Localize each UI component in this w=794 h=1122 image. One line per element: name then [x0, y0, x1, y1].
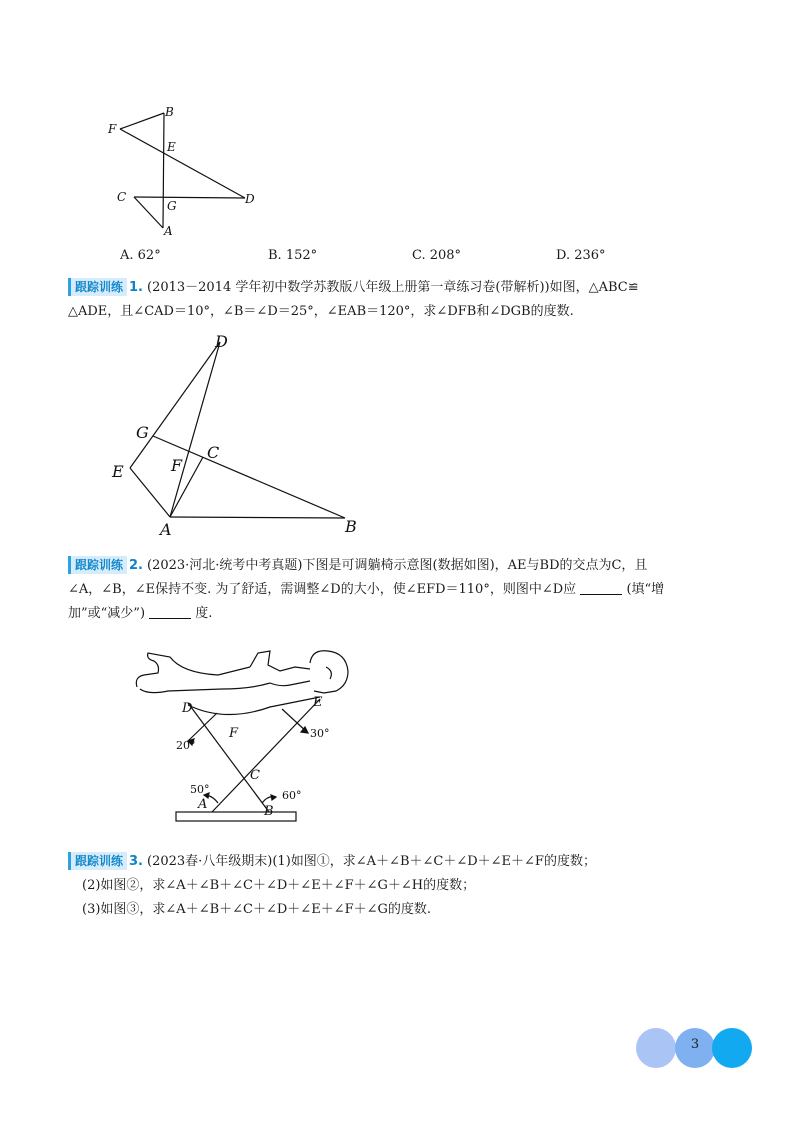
label-G: G	[167, 199, 177, 213]
label-C: C	[250, 768, 260, 783]
angle-60: 60°	[282, 789, 302, 802]
problem-text-line-2: ∠A，∠B，∠E保持不变. 为了舒适，需调整∠D的大小，使∠EFD＝110°，则图中∠D应	[68, 582, 577, 597]
problem-text-line-3: (3)如图③，求∠A＋∠B＋∠C＋∠D＋∠E＋∠F＋∠G的度数.	[82, 902, 432, 917]
problem-text-line-1: (2023春·八年级期末)(1)如图①，求∠A＋∠B＋∠C＋∠D＋∠E＋∠F的度数；	[147, 854, 596, 869]
figure-2	[105, 330, 375, 545]
label-A: A	[160, 520, 172, 539]
label-F: F	[108, 122, 117, 136]
label-G: G	[136, 423, 149, 442]
problem-text-line-1: (2023·河北·统考中考真题)下图是可调躺椅示意图(数据如图)，AE与BD的交点为C，且	[147, 558, 648, 573]
practice-tag: 跟踪训练	[68, 278, 127, 296]
label-B: B	[264, 804, 274, 819]
problem-2	[68, 554, 736, 626]
label-C: C	[207, 443, 220, 462]
angle-20: 20°	[176, 739, 196, 752]
label-D: D	[182, 701, 193, 716]
angle-50: 50°	[190, 783, 210, 796]
answer-blank-1[interactable]	[580, 580, 622, 595]
label-D: D	[245, 192, 255, 206]
problem-text-line-3: 加”或“减少”)	[68, 606, 146, 621]
label-C: C	[117, 190, 127, 204]
problem-3	[68, 850, 736, 922]
label-A: A	[198, 797, 208, 812]
problem-text-line-2: △ADE，且∠CAD＝10°，∠B＝∠D＝25°，∠EAB＝120°，求∠DFB和∠DGB的度数.	[68, 304, 574, 319]
figure-1	[100, 100, 270, 240]
label-F: F	[229, 726, 239, 741]
choice-d[interactable]: D. 236°	[556, 248, 606, 263]
page-number: 3	[690, 1037, 700, 1052]
label-E: E	[313, 695, 323, 710]
answer-blank-2[interactable]	[149, 604, 191, 619]
label-F: F	[171, 456, 183, 475]
problem-number: 1.	[129, 280, 143, 295]
label-E: E	[112, 462, 124, 481]
angle-30: 30°	[310, 727, 330, 740]
practice-tag: 跟踪训练	[68, 556, 127, 574]
choice-a[interactable]: A. 62°	[120, 248, 161, 263]
label-E: E	[167, 140, 176, 154]
choice-c[interactable]: C. 208°	[412, 248, 462, 263]
page-dot-1	[636, 1028, 676, 1068]
problem-text-line-1: (2013－2014 学年初中数学苏教版八年级上册第一章练习卷(带解析))如图，△ABC≌	[147, 280, 639, 295]
practice-tag: 跟踪训练	[68, 852, 127, 870]
problem-1	[68, 276, 736, 324]
problem-text-line-3-end: 度.	[195, 606, 213, 621]
figure-3-recliner	[130, 645, 360, 827]
page-dot-3	[712, 1028, 752, 1068]
label-A: A	[164, 224, 173, 238]
problem-number: 2.	[129, 558, 143, 573]
label-B: B	[165, 105, 174, 119]
problem-text-line-2: (2)如图②，求∠A＋∠B＋∠C＋∠D＋∠E＋∠F＋∠G＋∠H的度数；	[82, 878, 476, 893]
label-B: B	[345, 517, 357, 536]
problem-text-line-2-end: (填“增	[626, 582, 665, 597]
choice-b[interactable]: B. 152°	[268, 248, 318, 263]
problem-number: 3.	[129, 854, 143, 869]
label-D: D	[215, 332, 228, 351]
